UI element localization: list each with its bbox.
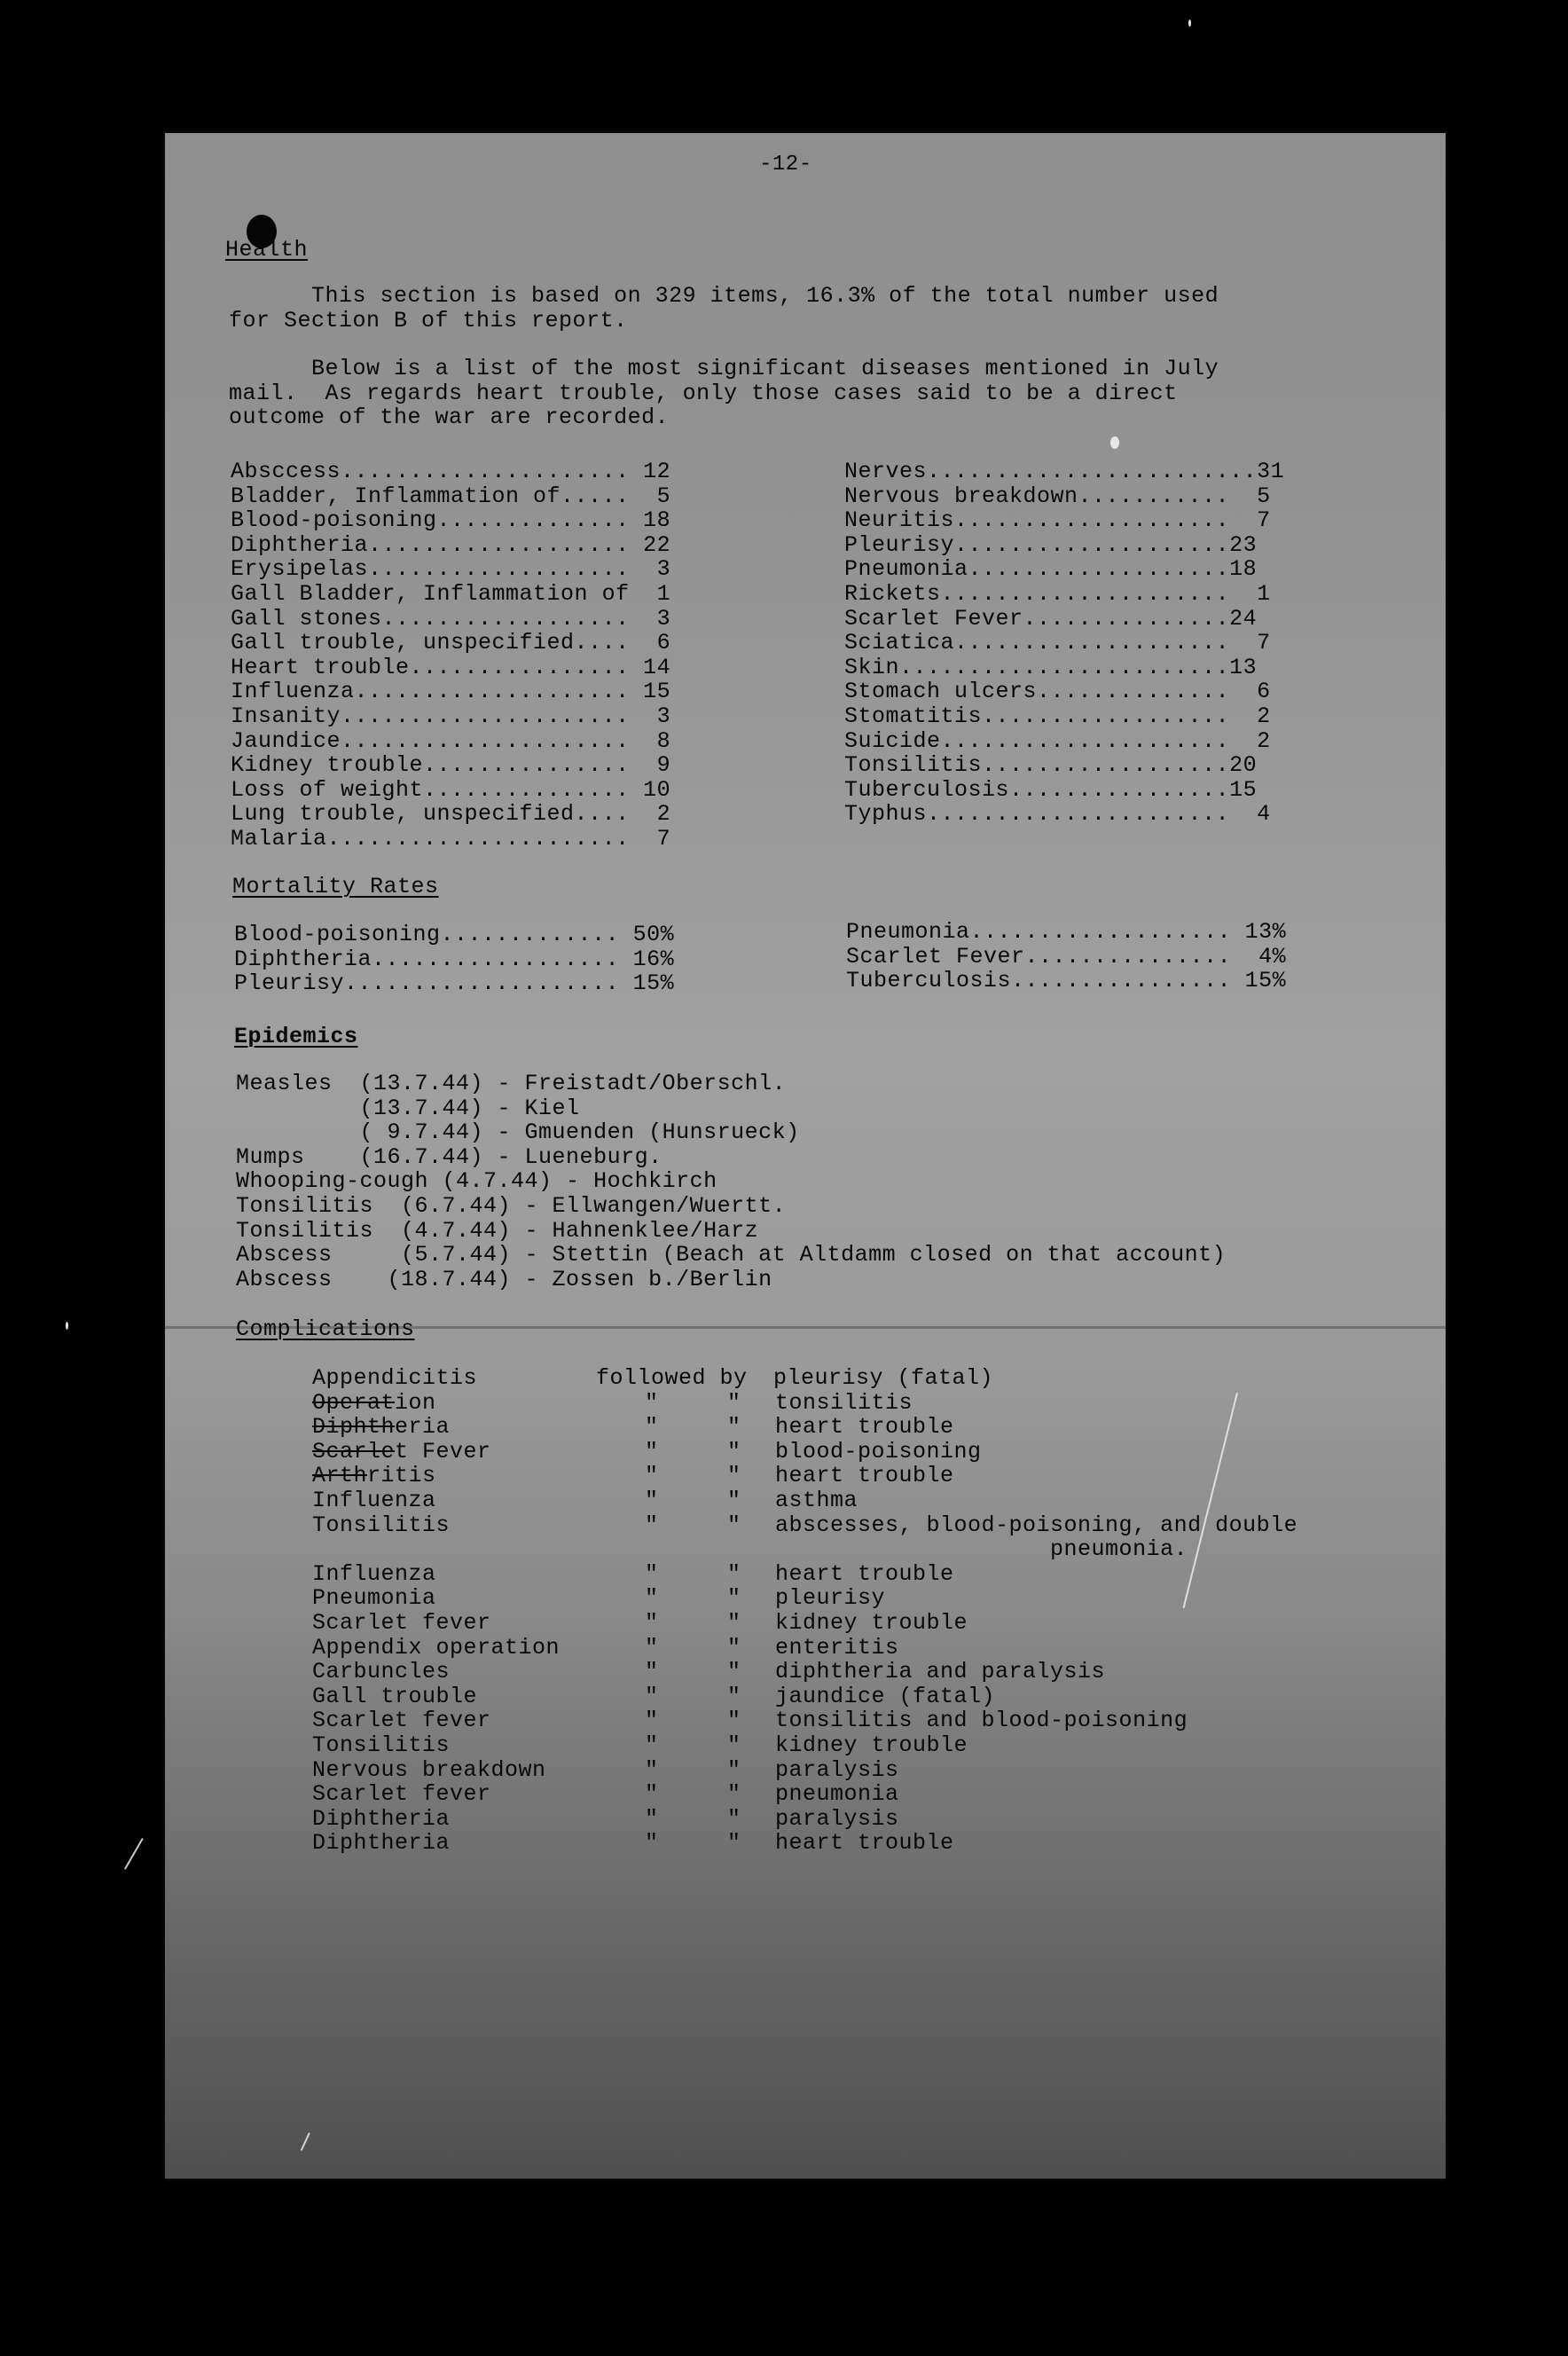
- complication-cause: Diphtheria: [312, 1805, 451, 1832]
- epidemic-entry: ( 9.7.44) - Gmuenden (Hunsrueck): [236, 1119, 800, 1146]
- complication-result: kidney trouble: [775, 1609, 968, 1636]
- mortality-entry: Blood-poisoning............. 50%: [234, 922, 675, 947]
- epidemic-entry: (13.7.44) - Kiel: [236, 1095, 580, 1121]
- disease-entry: Suicide..................... 2: [844, 727, 1271, 754]
- disease-entry: Nervous breakdown........... 5: [844, 483, 1271, 509]
- complication-ditto: " ": [645, 1487, 741, 1513]
- complication-cause: Nervous breakdown: [312, 1756, 546, 1783]
- mortality-list-left: [234, 923, 674, 996]
- film-speck: [1188, 20, 1191, 27]
- complication-result: pneumonia: [775, 1781, 899, 1808]
- complication-row: [312, 1391, 1412, 1416]
- mortality-entry: Scarlet Fever............... 4%: [846, 943, 1287, 970]
- document-page: [165, 133, 1446, 2179]
- disease-entry: Gall stones.................. 3: [231, 605, 671, 632]
- complication-result: pleurisy: [775, 1585, 886, 1612]
- film-speck: [66, 1322, 68, 1330]
- page-number: -12-: [759, 153, 812, 177]
- disease-entry: Pleurisy....................23: [844, 531, 1258, 558]
- complication-row: [312, 1831, 1412, 1856]
- intro-line: This section is based on 329 items, 16.3% of the total number used: [229, 283, 1219, 309]
- complication-cause: Arthritis: [312, 1463, 436, 1489]
- mortality-heading: Mortality Rates: [232, 874, 439, 899]
- complication-cause: Carbuncles: [312, 1659, 451, 1685]
- complication-ditto: " ": [645, 1756, 741, 1783]
- disease-entry: Influenza.................... 15: [231, 679, 671, 705]
- intro-line: outcome of the war are recorded.: [229, 404, 670, 431]
- complication-ditto: " ": [645, 1512, 741, 1538]
- disease-entry: Bladder, Inflammation of..... 5: [231, 483, 671, 509]
- disease-entry: Gall trouble, unspecified.... 6: [231, 630, 671, 656]
- disease-entry: Gall Bladder, Inflammation of 1: [231, 580, 671, 607]
- complication-result: tonsilitis: [775, 1389, 913, 1416]
- complication-result: pleurisy (fatal): [773, 1365, 994, 1391]
- complication-result: asthma: [775, 1487, 858, 1513]
- complication-ditto: " ": [645, 1708, 741, 1734]
- disease-entry: Tuberculosis................15: [844, 776, 1258, 803]
- health-heading: Health: [225, 237, 309, 263]
- epidemics-list: [236, 1072, 1226, 1292]
- complication-row: [312, 1464, 1412, 1488]
- complication-row: [312, 1611, 1412, 1636]
- complication-ditto: " ": [645, 1634, 741, 1661]
- disease-entry: Rickets..................... 1: [844, 580, 1271, 607]
- complication-cause: Appendicitis: [312, 1365, 478, 1391]
- complication-cause: Diphtheria: [312, 1830, 451, 1857]
- complication-result: tonsilitis and blood-poisoning: [775, 1708, 1188, 1734]
- complication-result: blood-poisoning: [775, 1438, 982, 1465]
- complication-ditto: " ": [645, 1781, 741, 1808]
- disease-list-left: [231, 459, 670, 852]
- epidemic-entry: Tonsilitis (4.7.44) - Hahnenklee/Harz: [236, 1217, 759, 1244]
- complication-row: [312, 1685, 1412, 1709]
- complication-row: [312, 1660, 1412, 1685]
- film-scratch: [124, 1838, 144, 1870]
- mortality-entry: Pleurisy.................... 15%: [234, 970, 675, 997]
- film-speck: [1110, 436, 1119, 449]
- complications-table: [312, 1366, 1412, 1856]
- complication-cause: Operation: [312, 1389, 436, 1416]
- complication-row: [312, 1733, 1412, 1758]
- complication-cause: Scarlet fever: [312, 1781, 491, 1808]
- disease-entry: Insanity..................... 3: [231, 703, 671, 729]
- complication-ditto: " ": [645, 1732, 741, 1758]
- complication-row: [312, 1586, 1412, 1611]
- epidemic-entry: Whooping-cough (4.7.44) - Hochkirch: [236, 1168, 717, 1195]
- complication-cause: Diphtheria: [312, 1414, 451, 1441]
- complication-row: [312, 1636, 1412, 1661]
- complication-row: [312, 1488, 1412, 1513]
- epidemics-heading: Epidemics: [234, 1024, 358, 1049]
- disease-entry: Skin........................13: [844, 654, 1258, 680]
- complication-cause: Tonsilitis: [312, 1732, 451, 1758]
- complications-heading: Complications: [236, 1316, 415, 1342]
- disease-entry: Stomatitis.................. 2: [844, 703, 1271, 729]
- complication-result: heart trouble: [775, 1414, 954, 1441]
- complication-row: [312, 1366, 1412, 1391]
- mortality-list-right: [846, 920, 1286, 993]
- intro-line: Below is a list of the most significant diseases mentioned in July: [229, 356, 1219, 381]
- complication-cause: Pneumonia: [312, 1585, 436, 1612]
- disease-entry: Erysipelas................... 3: [231, 556, 671, 583]
- complication-result: paralysis: [775, 1805, 899, 1832]
- complication-result: heart trouble: [775, 1830, 954, 1857]
- complication-ditto: " ": [645, 1585, 741, 1612]
- complication-cause: Influenza: [312, 1560, 436, 1587]
- complication-row: [312, 1562, 1412, 1587]
- complication-ditto: " ": [645, 1560, 741, 1587]
- complication-result: heart trouble: [775, 1463, 954, 1489]
- disease-entry: Heart trouble................ 14: [231, 654, 671, 680]
- complication-ditto: " ": [645, 1830, 741, 1857]
- disease-entry: Stomach ulcers.............. 6: [844, 679, 1271, 705]
- complication-result: kidney trouble: [775, 1732, 968, 1758]
- complication-result: diphtheria and paralysis: [775, 1659, 1106, 1685]
- complication-cause: Appendix operation: [312, 1634, 561, 1661]
- complication-ditto: " ": [645, 1659, 741, 1685]
- disease-entry: Absccess..................... 12: [231, 459, 671, 484]
- disease-entry: Lung trouble, unspecified.... 2: [231, 801, 671, 828]
- complication-row: [312, 1782, 1412, 1807]
- disease-entry: Jaundice..................... 8: [231, 727, 671, 754]
- health-list-intro-paragraph: [229, 357, 1219, 430]
- disease-entry: Tonsilitis..................20: [844, 752, 1258, 779]
- complication-result: jaundice (fatal): [775, 1683, 996, 1709]
- mortality-entry: Pneumonia................... 13%: [846, 919, 1287, 945]
- disease-entry: Blood-poisoning.............. 18: [231, 507, 671, 534]
- complication-row: [312, 1415, 1412, 1440]
- disease-entry: Neuritis.................... 7: [844, 507, 1271, 534]
- epidemic-entry: Tonsilitis (6.7.44) - Ellwangen/Wuertt.: [236, 1192, 787, 1219]
- disease-entry: Nerves........................31: [844, 459, 1285, 484]
- complication-result: pneumonia.: [775, 1536, 1188, 1563]
- complication-cause: Gall trouble: [312, 1683, 478, 1709]
- disease-entry: Kidney trouble............... 9: [231, 752, 671, 779]
- complication-result: paralysis: [775, 1756, 899, 1783]
- complication-followed-by: followed by: [596, 1365, 748, 1391]
- complication-result: heart trouble: [775, 1560, 954, 1587]
- disease-entry: Pneumonia...................18: [844, 556, 1258, 583]
- disease-entry: Loss of weight............... 10: [231, 776, 671, 803]
- complication-cause: Scarlet Fever: [312, 1438, 491, 1465]
- complication-cause: Scarlet fever: [312, 1609, 491, 1636]
- disease-entry: Diphtheria................... 22: [231, 531, 671, 558]
- epidemic-entry: Abscess (5.7.44) - Stettin (Beach at Altdamm closed on that account): [236, 1242, 1227, 1268]
- complication-ditto: " ": [645, 1609, 741, 1636]
- complication-ditto: " ": [645, 1438, 741, 1465]
- health-intro-paragraph: [229, 284, 1219, 333]
- complication-row: [312, 1708, 1412, 1733]
- complication-row: [312, 1758, 1412, 1783]
- disease-entry: Scarlet Fever...............24: [844, 605, 1258, 632]
- epidemic-entry: Abscess (18.7.44) - Zossen b./Berlin: [236, 1266, 772, 1292]
- intro-line: mail. As regards heart trouble, only those cases said to be a direct: [229, 380, 1178, 406]
- intro-line: for Section B of this report.: [229, 307, 628, 334]
- disease-entry: Malaria...................... 7: [231, 825, 671, 852]
- epidemic-entry: Measles (13.7.44) - Freistadt/Oberschl.: [236, 1071, 787, 1096]
- mortality-entry: Diphtheria.................. 16%: [234, 946, 675, 972]
- complication-row: [312, 1440, 1412, 1465]
- disease-entry: Sciatica.................... 7: [844, 630, 1271, 656]
- disease-list-right: [844, 459, 1284, 827]
- complication-cause: Scarlet fever: [312, 1708, 491, 1734]
- mortality-entry: Tuberculosis................ 15%: [846, 968, 1287, 994]
- complication-ditto: " ": [645, 1805, 741, 1832]
- complication-row: [312, 1513, 1412, 1538]
- complication-ditto: " ": [645, 1463, 741, 1489]
- complication-ditto: " ": [645, 1414, 741, 1441]
- complication-ditto: " ": [645, 1389, 741, 1416]
- epidemic-entry: Mumps (16.7.44) - Lueneburg.: [236, 1143, 662, 1170]
- disease-entry: Typhus...................... 4: [844, 801, 1271, 828]
- complication-row: [312, 1537, 1412, 1562]
- complication-result: abscesses, blood-poisoning, and double: [775, 1512, 1298, 1538]
- complication-cause: Influenza: [312, 1487, 436, 1513]
- complication-result: enteritis: [775, 1634, 899, 1661]
- complication-cause: Tonsilitis: [312, 1512, 451, 1538]
- complication-ditto: " ": [645, 1683, 741, 1709]
- complication-row: [312, 1807, 1412, 1832]
